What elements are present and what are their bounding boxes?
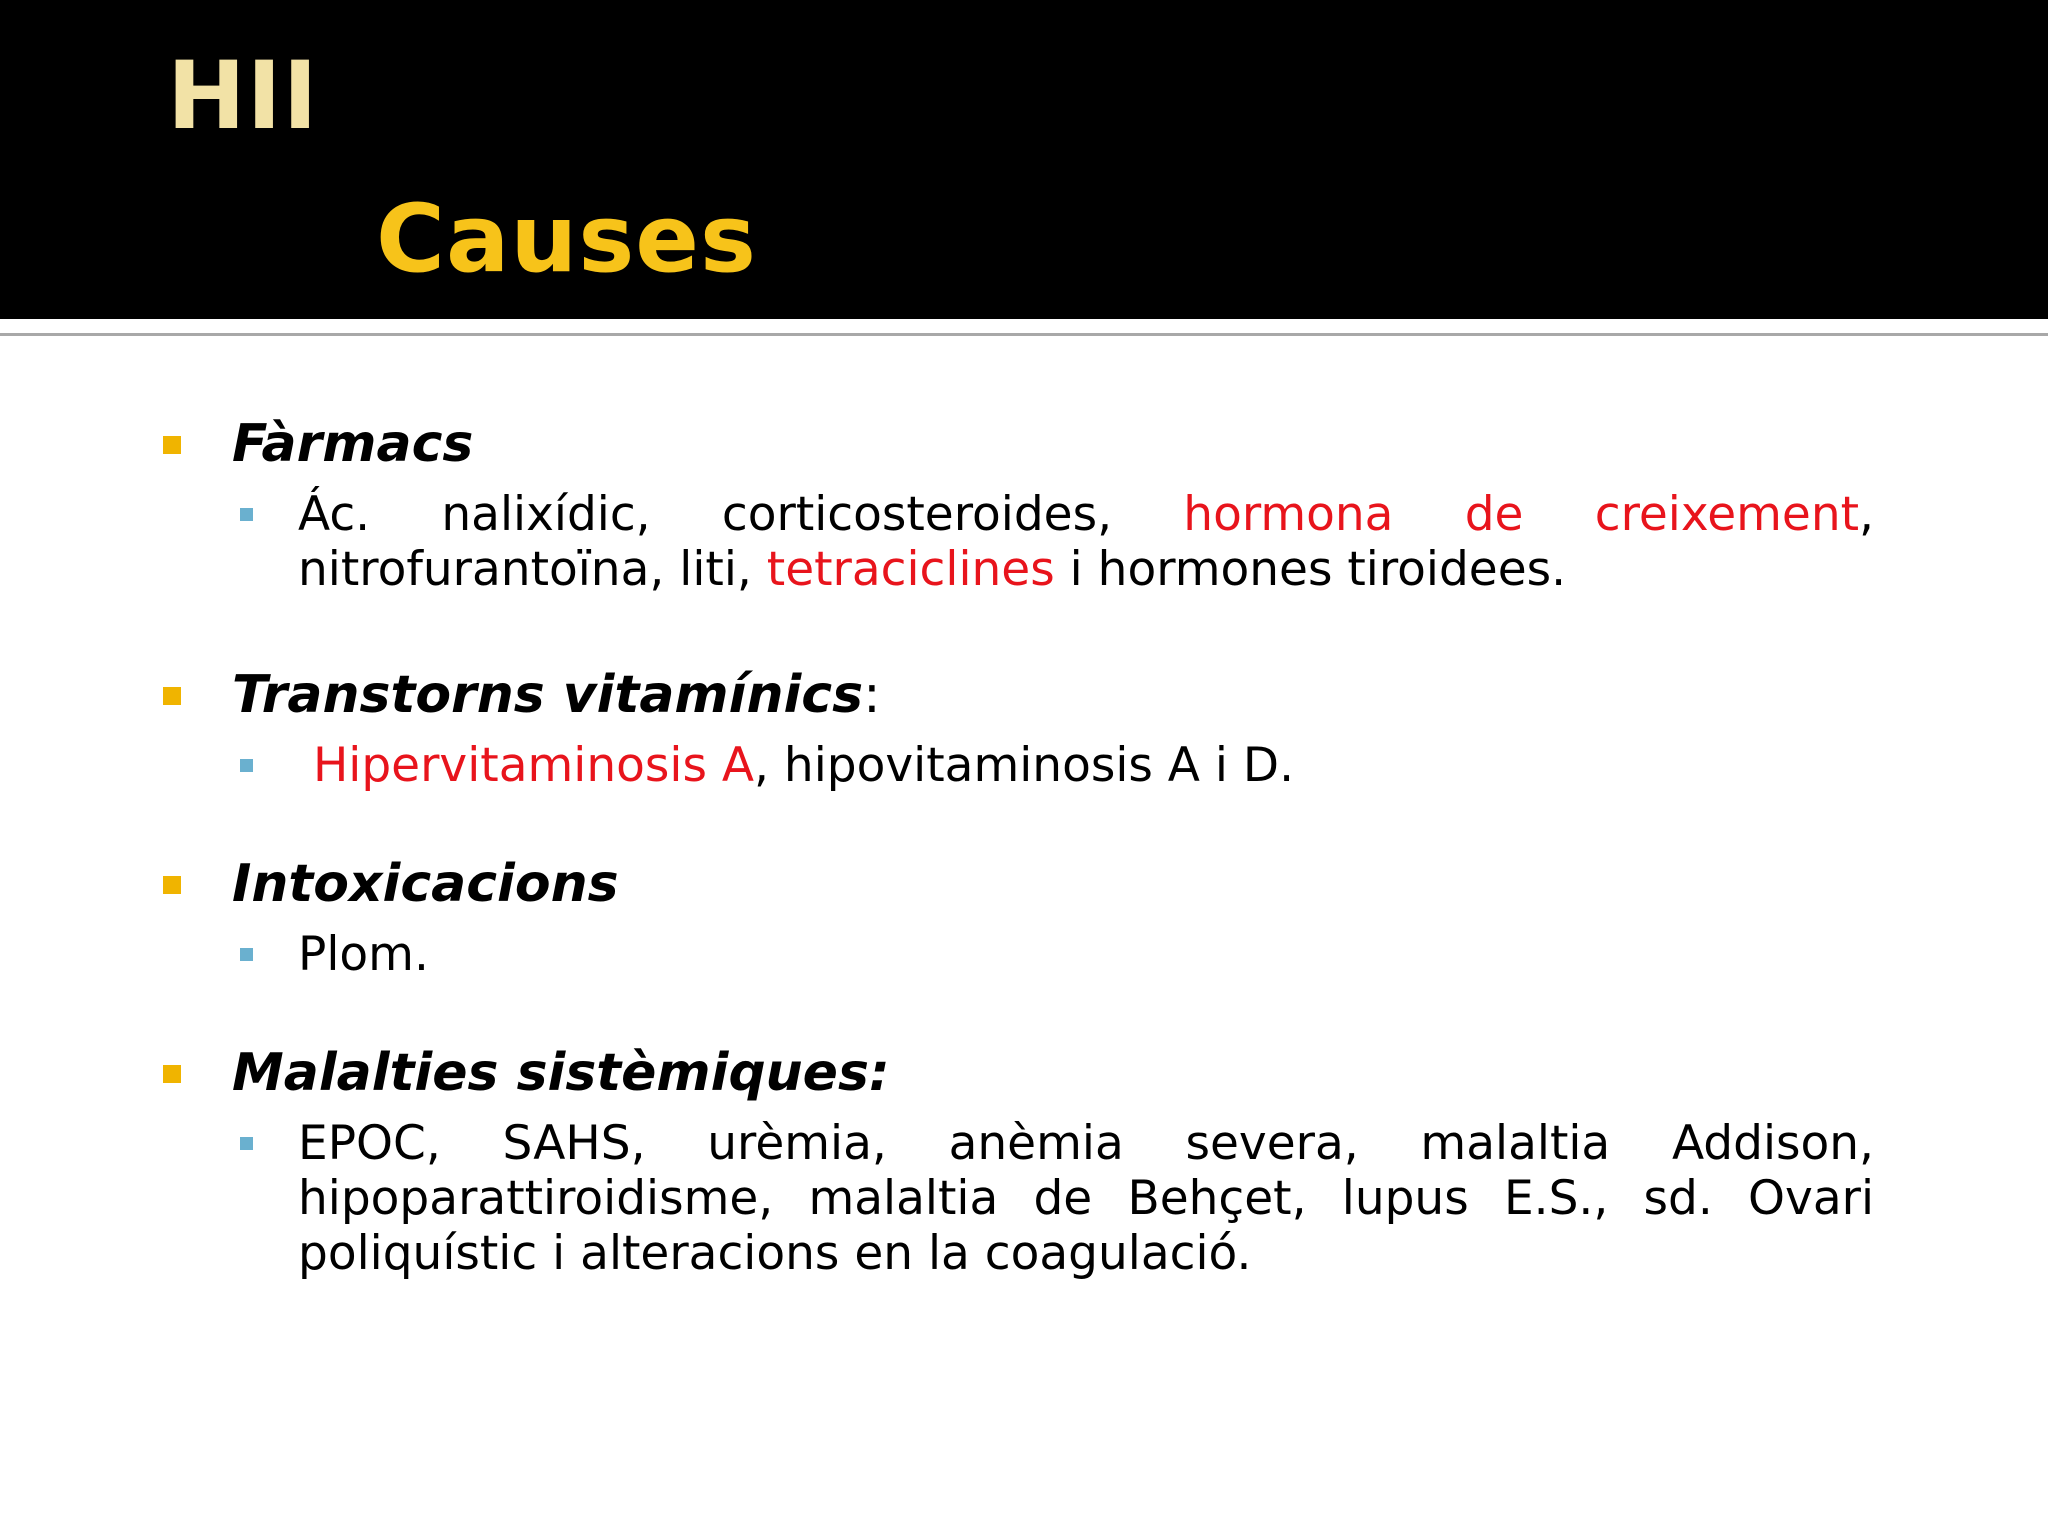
section-item-malalties: EPOC, SAHS, urèmia, anèmia severa, malaltia Addison, hipoparattiroidisme, malaltia de Behçet, lupus E.S., sd. Ovari poliquístic i alteracions en la coagulació. bbox=[298, 1116, 1874, 1281]
heading-suffix: : bbox=[863, 665, 881, 725]
item-text: i hormones tiroidees. bbox=[1054, 542, 1567, 597]
level1-bullet-icon bbox=[163, 1065, 181, 1083]
item-text: , hipovitaminosis A i D. bbox=[754, 738, 1295, 793]
section-item-farmacs bbox=[298, 487, 1874, 597]
section-heading-transtorns bbox=[232, 664, 881, 726]
section-heading-farmacs: Fàrmacs bbox=[232, 414, 474, 474]
level1-bullet-icon bbox=[163, 436, 181, 454]
level2-bullet-icon bbox=[240, 759, 253, 772]
section-item-transtorns bbox=[298, 738, 1874, 793]
slide-title: HII bbox=[167, 42, 319, 151]
level2-bullet-icon bbox=[240, 1137, 253, 1150]
section-heading-intoxicacions: Intoxicacions bbox=[232, 854, 619, 914]
slide-subtitle: Causes bbox=[376, 185, 757, 294]
level1-bullet-icon bbox=[163, 876, 181, 894]
item-text: , nitrofurantoïna, liti, bbox=[298, 487, 1874, 597]
item-text-highlight: tetraciclines bbox=[766, 542, 1055, 597]
section-heading-malalties: Malalties sistèmiques: bbox=[232, 1043, 890, 1103]
item-text-highlight: Hipervitaminosis A bbox=[298, 738, 755, 793]
level2-bullet-icon bbox=[240, 508, 253, 521]
item-text: Ác. nalixídic, corticosteroides, bbox=[298, 487, 1184, 542]
heading-text: Transtorns vitamínics bbox=[232, 665, 864, 725]
item-text-highlight: hormona de creixement bbox=[1183, 487, 1860, 542]
level2-bullet-icon bbox=[240, 948, 253, 961]
level1-bullet-icon bbox=[163, 687, 181, 705]
section-item-intoxicacions: Plom. bbox=[298, 927, 429, 982]
